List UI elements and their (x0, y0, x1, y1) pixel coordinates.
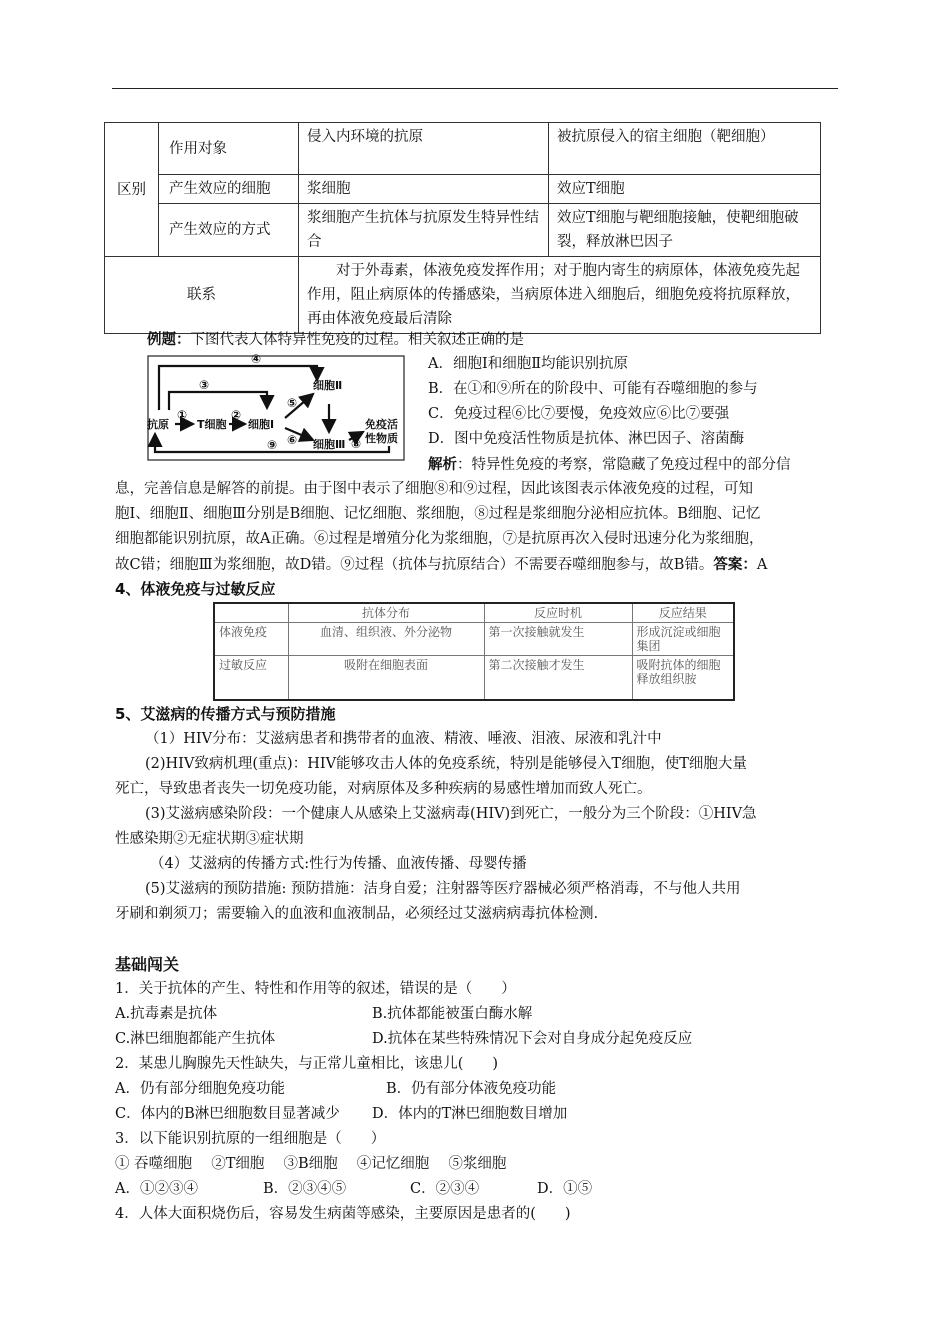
humoral-cell: 侵入内环境的抗原 (299, 123, 549, 175)
humoral-cell: 浆细胞 (299, 175, 549, 204)
q1-option-b: B.抗体都能被蛋白酶水解 (372, 1006, 533, 1022)
active-substance-label-2: 性物质 (365, 432, 398, 445)
table-header: 反应结果 (632, 603, 734, 623)
step-6: ⑥ (287, 433, 298, 447)
q1-option-c: C.淋巴细胞都能产生抗体 (115, 1031, 276, 1047)
q1-option-d: D.抗体在某些特殊情况下会对自身成分起免疫反应 (372, 1031, 693, 1047)
table-cell: 血清、组织液、外分泌物 (288, 623, 484, 656)
analysis-line: 息，完善信息是解答的前提。由于图中表示了细胞⑧和⑨过程，因此该图表示体液免疫的过程，可知 (115, 481, 753, 497)
q3-items: ① 吞噬细胞 ②T细胞 ③B细胞 ④记忆细胞 ⑤浆细胞 (115, 1156, 507, 1172)
option-c: C．免疫过程⑥比⑦要慢，免疫效应⑥比⑦要强 (428, 406, 730, 422)
cellular-cell: 效应T细胞与靶细胞接触，使靶细胞破裂，释放淋巴因子 (549, 204, 821, 257)
table-cell: 形成沉淀或细胞集团 (632, 623, 734, 656)
paragraph: (2)HIV致病机理(重点)：HIV能够攻击人体的免疫系统，特别是能够侵入T细胞，使T细胞大量 (145, 756, 747, 772)
cellular-cell: 被抗原侵入的宿主细胞（靶细胞） (549, 123, 821, 175)
question-3: 3．以下能识别抗原的一组细胞是（ ） (115, 1131, 386, 1147)
table-header (214, 603, 288, 623)
example-question: 例题：下图代表人体特异性免疫的过程。相关叙述正确的是 (147, 331, 524, 348)
section4-title: 4、体液免疫与过敏反应 (115, 580, 276, 598)
paragraph: 死亡，导致患者丧失一切免疫功能，对病原体及多种疾病的易感性增加而致人死亡。 (115, 781, 652, 797)
table-header: 反应时机 (484, 603, 632, 623)
option-a: A．细胞Ⅰ和细胞Ⅱ均能识别抗原 (428, 356, 629, 372)
cellular-cell: 效应T细胞 (549, 175, 821, 204)
cell1-label: 细胞Ⅰ (248, 418, 275, 431)
question-4: 4．人体大面积烧伤后，容易发生病菌等感染，主要原因是患者的( ) (115, 1206, 571, 1222)
q3-option-d: D．①⑤ (537, 1181, 593, 1197)
cell2-label: 细胞Ⅱ (313, 379, 343, 392)
q3-option-c: C．②③④ (410, 1181, 480, 1197)
header-rule (112, 88, 838, 89)
q2-option-d: D．体内的T淋巴细胞数目增加 (372, 1106, 568, 1122)
analysis-line: 细胞都能识别抗原，故A正确。⑥过程是增殖分化为浆细胞，⑦是抗原再次入侵时迅速分化为浆细胞， (115, 531, 764, 547)
table-cell: 吸附抗体的细胞释放组织胺 (632, 656, 734, 700)
qubie-cell: 区别 (105, 123, 159, 257)
step-3: ③ (199, 378, 210, 392)
paragraph: 牙刷和剃须刀；需要输入的血液和血液制品，必须经过艾滋病病毒抗体检测. (115, 906, 599, 922)
table-header: 抗体分布 (288, 603, 484, 623)
step-4: ④ (251, 352, 262, 366)
row-label: 产生效应的细胞 (159, 175, 299, 204)
lianxi-label: 联系 (105, 257, 299, 334)
paragraph: (3)艾滋病感染阶段：一个健康人从感染上艾滋病毒(HIV)到死亡，一般分为三个阶段：①HIV急 (145, 806, 757, 822)
antigen-label: 抗原 (147, 418, 169, 431)
active-substance-label-1: 免疫活 (365, 418, 398, 431)
humoral-cell: 浆细胞产生抗体与抗原发生特异性结合 (299, 204, 549, 257)
analysis-last-line: 故C错；细胞Ⅲ为浆细胞，故D错。⑨过程（抗体与抗原结合）不需要吞噬细胞参与，故B错。答案：A (115, 556, 768, 573)
analysis-first-line: 解析：特异性免疫的考察，常隐藏了免疫过程中的部分信 (428, 456, 791, 473)
step-5: ⑤ (287, 396, 298, 410)
option-d: D．图中免疫活性物质是抗体、淋巴因子、溶菌酶 (428, 431, 745, 447)
analysis-line: 胞Ⅰ、细胞Ⅱ、细胞Ⅲ分别是B细胞、记忆细胞、浆细胞，⑧过程是浆细胞分泌相应抗体。B细胞、记忆 (115, 506, 761, 522)
q2-option-c: C．体内的B淋巴细胞数目显著减少 (115, 1106, 340, 1122)
tcell-label: T细胞 (197, 418, 227, 431)
step-1: ① (177, 408, 188, 422)
paragraph: （1）HIV分布：艾滋病患者和携带者的血液、精液、唾液、泪液、尿液和乳汁中 (145, 731, 662, 747)
table-cell: 过敏反应 (214, 656, 288, 700)
q1-option-a: A.抗毒素是抗体 (115, 1006, 218, 1022)
question-2: 2．某患儿胸腺先天性缺失，与正常儿童相比，该患儿( ) (115, 1056, 499, 1072)
section5-title: 5、艾滋病的传播方式与预防措施 (115, 705, 336, 723)
option-b: B．在①和⑨所在的阶段中、可能有吞噬细胞的参与 (428, 381, 758, 397)
q3-option-a: A．①②③④ (115, 1181, 198, 1197)
q2-option-a: A．仍有部分细胞免疫功能 (115, 1081, 285, 1097)
paragraph: （4）艾滋病的传播方式:性行为传播、血液传播、母婴传播 (150, 856, 527, 872)
question-1: 1．关于抗体的产生、特性和作用等的叙述，错误的是（ ） (115, 981, 516, 997)
table-cell: 第二次接触才发生 (484, 656, 632, 700)
q2-option-b: B．仍有部分体液免疫功能 (386, 1081, 557, 1097)
table-cell: 吸附在细胞表面 (288, 656, 484, 700)
table-cell: 第一次接触就发生 (484, 623, 632, 656)
step-2: ② (231, 408, 242, 422)
row-label: 作用对象 (159, 123, 299, 175)
lianxi-text: 对于外毒素，体液免疫发挥作用；对于胞内寄生的病原体，体液免疫先起作用，阻止病原体的传播感染，当病原体进入细胞后，细胞免疫将抗原释放，再由体液免疫最后清除 (299, 257, 821, 334)
immunity-process-diagram (137, 352, 420, 462)
table-cell: 体液免疫 (214, 623, 288, 656)
row-label: 产生效应的方式 (159, 204, 299, 257)
q3-option-b: B．②③④⑤ (263, 1181, 347, 1197)
step-9: ⑨ (267, 438, 278, 452)
humoral-vs-allergy-table (213, 602, 735, 701)
cell3-label: 细胞Ⅲ (313, 438, 346, 451)
paragraph: 性感染期②无症状期③症状期 (115, 831, 304, 847)
step-8: ⑧ (351, 437, 362, 451)
immunity-comparison-table (104, 122, 821, 334)
paragraph: (5)艾滋病的预防措施: 预防措施：洁身自爱；注射器等医疗器械必须严格消毒，不与他人共用 (145, 881, 741, 897)
basics-title: 基础闯关 (115, 955, 180, 974)
